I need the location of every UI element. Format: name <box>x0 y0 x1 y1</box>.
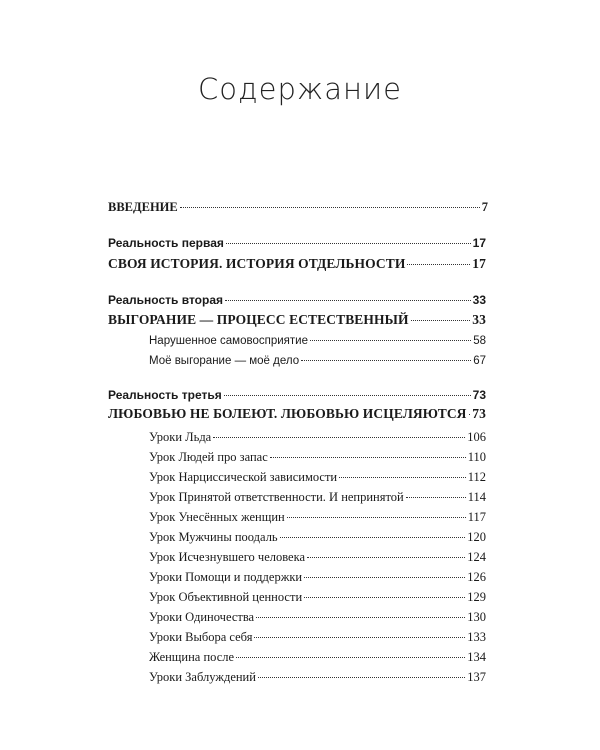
toc-entry-chapter-2[interactable] <box>108 312 486 328</box>
toc-entry-title: Уроки Заблуждений <box>149 670 256 684</box>
toc-entry-section[interactable] <box>149 550 486 565</box>
toc-entry-title: Женщина после <box>149 650 235 664</box>
toc-entry-section[interactable] <box>149 650 486 665</box>
toc-entry-section[interactable] <box>149 430 486 445</box>
toc-entry-section[interactable] <box>149 530 486 545</box>
toc-entry-title: Уроки Льда <box>149 430 212 444</box>
dot-leader <box>280 537 466 538</box>
dot-leader <box>180 207 480 208</box>
toc-entry-title: Реальность третья <box>108 388 222 402</box>
toc-page-number: 112 <box>467 470 486 484</box>
toc-entry-title: Уроки Выбора себя <box>149 630 253 644</box>
toc-page-number: 134 <box>467 650 486 664</box>
toc-entry-title: Урок Людей про запас <box>149 450 268 464</box>
toc-entry-title: Урок Унесённых женщин <box>149 510 285 524</box>
toc-entry-section[interactable] <box>149 490 486 505</box>
page-title: Содержание <box>198 72 402 106</box>
toc-page-number: 137 <box>467 670 486 684</box>
toc-entry-title: ЛЮБОВЬЮ НЕ БОЛЕЮТ. ЛЮБОВЬЮ ИСЦЕЛЯЮТСЯ <box>108 406 467 421</box>
dot-leader <box>310 340 471 341</box>
dot-leader <box>256 617 465 618</box>
toc-entry-title: Урок Объективной ценности <box>149 590 303 604</box>
toc-entry-title: Урок Исчезнувшего человека <box>149 550 306 564</box>
dot-leader <box>236 657 465 658</box>
toc-entry-section[interactable] <box>149 610 486 625</box>
dot-leader <box>407 264 470 265</box>
toc-entry-part-1[interactable] <box>108 236 486 250</box>
toc-entry-title: Урок Принятой ответственности. И непринятой <box>149 490 404 504</box>
dot-leader <box>213 437 465 438</box>
toc-page-number: 106 <box>467 430 486 444</box>
toc-entry-section[interactable] <box>149 355 486 367</box>
toc-entry-section[interactable] <box>149 590 486 605</box>
dot-leader <box>225 300 471 301</box>
toc-page-number: 110 <box>467 450 486 464</box>
toc-entry-title: Реальность вторая <box>108 293 224 307</box>
toc-entry-title: ВЫГОРАНИЕ — ПРОЦЕСС ЕСТЕСТВЕННЫЙ <box>108 312 409 327</box>
toc-page-number: 58 <box>473 335 486 347</box>
toc-page-number: 124 <box>467 550 486 564</box>
toc-page-number: 33 <box>472 312 486 327</box>
toc-page-number: 33 <box>472 293 486 307</box>
toc-page-number: 114 <box>467 490 486 504</box>
toc-entry-part-2[interactable] <box>108 293 486 307</box>
dot-leader <box>339 477 466 478</box>
toc-entry-section[interactable] <box>149 670 486 685</box>
toc-entry-title: Урок Нарциссической зависимости <box>149 470 338 484</box>
dot-leader <box>307 557 465 558</box>
toc-page-number: 73 <box>472 388 486 402</box>
toc-page-number: 120 <box>467 530 486 544</box>
toc-entry-title: СВОЯ ИСТОРИЯ. ИСТОРИЯ ОТДЕЛЬНОСТИ <box>108 256 406 271</box>
toc-entry-part-3[interactable] <box>108 388 486 402</box>
dot-leader <box>301 360 471 361</box>
toc-entry-section[interactable] <box>149 630 486 645</box>
dot-leader <box>224 395 471 396</box>
toc-entry-chapter-3[interactable] <box>108 406 486 422</box>
toc-page-number: 130 <box>467 610 486 624</box>
dot-leader <box>411 320 471 321</box>
toc-entry-section[interactable] <box>149 510 486 525</box>
dot-leader <box>287 517 466 518</box>
dot-leader <box>254 637 465 638</box>
toc-entry-section[interactable] <box>149 470 486 485</box>
toc-page-number: 126 <box>467 570 486 584</box>
toc-entry-title: ВВЕДЕНИЕ <box>108 200 178 214</box>
toc-entry-title: Уроки Одиночества <box>149 610 255 624</box>
toc-page-number: 17 <box>472 236 486 250</box>
toc-entry-chapter-1[interactable] <box>108 256 486 272</box>
toc-page-number: 67 <box>473 355 486 367</box>
toc-page-number: 7 <box>481 200 488 214</box>
toc-entry-title: Нарушенное самовосприятие <box>149 335 308 347</box>
toc-page-number: 17 <box>472 256 486 271</box>
toc-entry-title: Моё выгорание — моё дело <box>149 355 300 367</box>
dot-leader <box>258 677 465 678</box>
dot-leader <box>270 457 466 458</box>
dot-leader <box>406 497 466 498</box>
toc-entry-title: Уроки Помощи и поддержки <box>149 570 303 584</box>
toc-page-number: 73 <box>472 406 486 421</box>
dot-leader <box>304 577 465 578</box>
toc-page-number: 129 <box>467 590 486 604</box>
toc-page-number: 133 <box>467 630 486 644</box>
toc-entry-section[interactable] <box>149 570 486 585</box>
toc-page-number: 117 <box>467 510 486 524</box>
toc-entry-section[interactable] <box>149 450 486 465</box>
toc-entry-title: Урок Мужчины поодаль <box>149 530 278 544</box>
dot-leader <box>226 243 471 244</box>
toc-entry-title: Реальность первая <box>108 236 224 250</box>
toc-entry-section[interactable] <box>149 335 486 347</box>
dot-leader <box>469 414 471 415</box>
toc-entry-intro[interactable] <box>108 200 488 215</box>
dot-leader <box>304 597 465 598</box>
